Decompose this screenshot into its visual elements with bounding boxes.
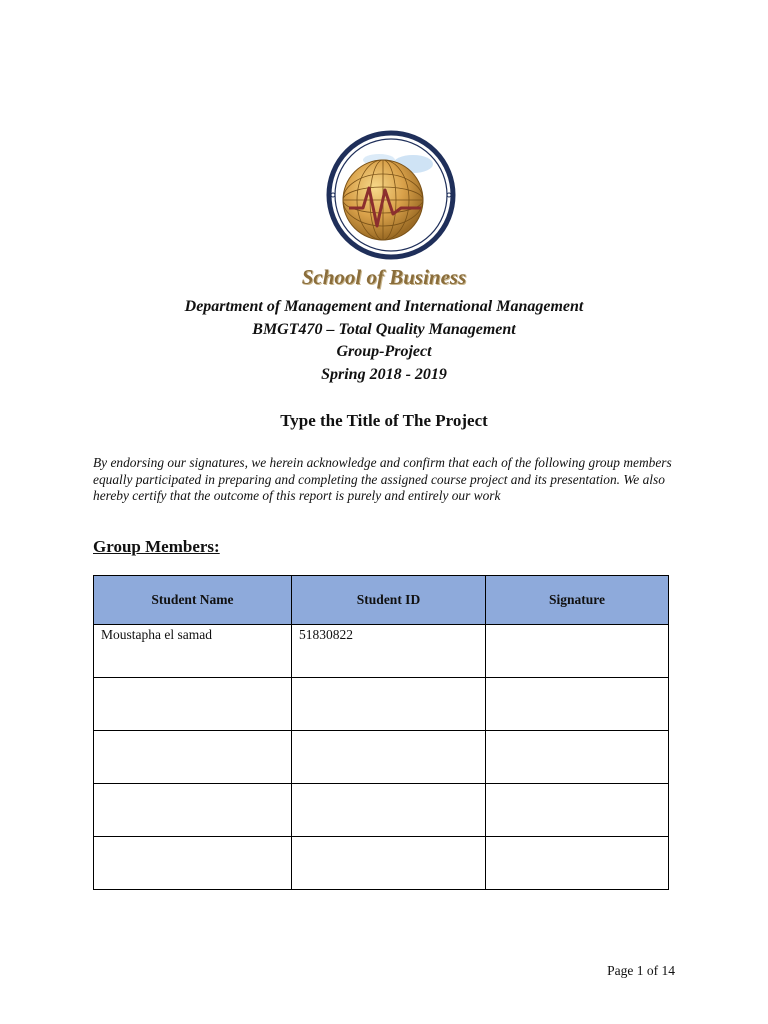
signature-cell	[486, 678, 669, 731]
group-members-table	[93, 575, 669, 890]
student-id-cell: 51830822	[292, 625, 486, 678]
table-row	[94, 731, 669, 784]
group-members-heading: Group Members:	[93, 537, 220, 556]
student-name-cell	[94, 678, 292, 731]
student-name-cell	[94, 784, 292, 837]
document-header	[0, 296, 768, 386]
school-title: School of Business	[301, 265, 467, 289]
student-name-cell: Moustapha el samad	[94, 625, 292, 678]
table-row	[94, 625, 669, 678]
table-row	[94, 678, 669, 731]
project-type: Group-Project	[336, 343, 432, 360]
course-name: BMGT470 – Total Quality Management	[252, 320, 516, 338]
student-id-cell	[292, 837, 486, 890]
signature-cell	[486, 731, 669, 784]
student-id-cell	[292, 678, 486, 731]
column-header-student-name: Student Name	[94, 576, 292, 625]
globe-seal-icon	[321, 130, 461, 260]
student-name-cell	[94, 837, 292, 890]
signature-cell	[486, 784, 669, 837]
student-name-cell	[94, 731, 292, 784]
university-logo	[321, 130, 461, 260]
student-id-cell	[292, 731, 486, 784]
page-number: Page 1 of 14	[607, 963, 675, 978]
signature-cell	[486, 837, 669, 890]
acknowledgement-paragraph: By endorsing our signatures, we herein acknowledge and confirm that each of the following group members equally participated in preparing and completing the assigned course project and its presentation. We also hereby certify that the outcome of this report is purely and entirely our work	[93, 455, 672, 503]
department-name: Department of Management and International Management	[184, 298, 584, 315]
student-id-cell	[292, 784, 486, 837]
project-title: Type the Title of The Project	[280, 411, 488, 430]
column-header-student-id: Student ID	[292, 576, 486, 625]
table-row	[94, 837, 669, 890]
academic-term: Spring 2018 - 2019	[321, 365, 447, 383]
table-header-row	[94, 576, 669, 625]
table-row	[94, 784, 669, 837]
signature-cell	[486, 625, 669, 678]
column-header-signature: Signature	[486, 576, 669, 625]
